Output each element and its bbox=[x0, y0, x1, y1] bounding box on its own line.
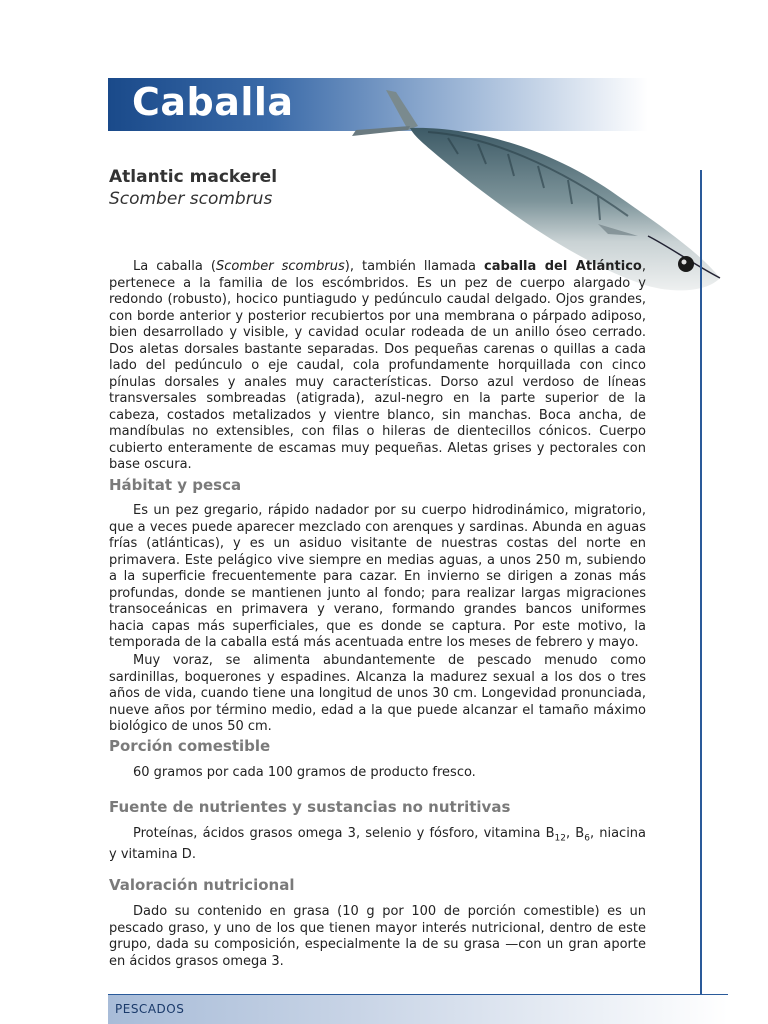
nutrients-text: Proteínas, ácidos grasos omega 3, selenio y fósforo, vitamina $B_{12}$, $B_6$, niacina y vitamina D. bbox=[109, 826, 647, 863]
common-name: Atlantic mackerel bbox=[109, 167, 278, 187]
footer-rule bbox=[108, 994, 728, 995]
portion-heading: Porción comestible bbox=[109, 737, 271, 755]
habitat-paragraph-2: Muy voraz, se alimenta abundantemente de pescado menudo como sardinillas, boquerones y espadines. Alcanza la madurez sexual a los dos o tres años de vida, cuando tiene una longitud de unos 30 cm. Longevidad pronunciada, nueve años por término medio, edad a la que puede alcanzar el tamaño máximo biológico de unos 50 cm. bbox=[109, 653, 646, 734]
nutrients-heading: Fuente de nutrientes y sustancias no nutritivas bbox=[109, 798, 511, 816]
page-title: Caballa bbox=[132, 80, 294, 124]
margin-rule bbox=[700, 170, 702, 1024]
portion-text: 60 gramos por cada 100 gramos de producto fresco. bbox=[133, 765, 476, 780]
footer-band bbox=[108, 994, 728, 1024]
habitat-heading: Hábitat y pesca bbox=[109, 476, 242, 494]
scientific-name: Scomber scombrus bbox=[109, 189, 273, 209]
habitat-paragraph-1: Es un pez gregario, rápido nadador por su cuerpo hidrodinámico, migratorio, que a veces puede aparecer mezclado con arenques y sardinas. Abunda en aguas frías (atlánticas), y es un asiduo visitante de nuestras costas del norte en primavera. Este pelágico vive siempre en medias aguas, a unos 250 m, subiendo a la superficie frecuentemente para cazar. En invierno se dirigen a zonas más profundas, donde se mantienen junto al fondo; para realizar largas migraciones transoceánicas en primavera y verano, formando grandes bancos uniformes hacia capas más superficiales, que es donde se captura. Por este motivo, la temporada de la caballa está más acentuada entre los meses de febrero y mayo. bbox=[109, 503, 646, 650]
intro-paragraph: La caballa (Scomber scombrus), también llamada caballa del Atlántico, pertenece a la familia de los escómbridos. Es un pez de cuerpo alargado y redondo (robusto), hocico puntiagudo y pedúnculo caudal delgado. Ojos grandes, con borde anterior y posterior recubiertos por una membrana o párpado adiposo, bien desarrollado y visible, y cavidad ocular rodeada de un anillo óseo cerrado. Dos aletas dorsales bastante separadas. Dos pequeñas carenas o quillas a cada lado del pedúnculo o eje caudal, cola profundamente horquillada con cinco pínulas dorsales y anales muy características. Dorso azul verdoso de líneas transversales sombreadas (atigrada), azul-negro en la parte superior de la cabeza, costados metalizados y vientre blanco, sin manchas. Boca ancha, de mandíbulas no extensibles, con filas o hileras de dientecillos cónicos. Cuerpo cubierto enteramente de escamas muy pequeñas. Aletas grises y pectorales con base oscura. bbox=[109, 259, 646, 472]
valuation-heading: Valoración nutricional bbox=[109, 876, 295, 894]
valuation-text: Dado su contenido en grasa (10 g por 100 de porción comestible) es un pescado graso, y uno de los que tienen mayor interés nutricional, dentro de este grupo, dada su composición, especialmente la de su grasa —con un gran aporte en ácidos grasos omega 3. bbox=[109, 904, 646, 969]
footer-section-label: PESCADOS bbox=[115, 1002, 185, 1016]
